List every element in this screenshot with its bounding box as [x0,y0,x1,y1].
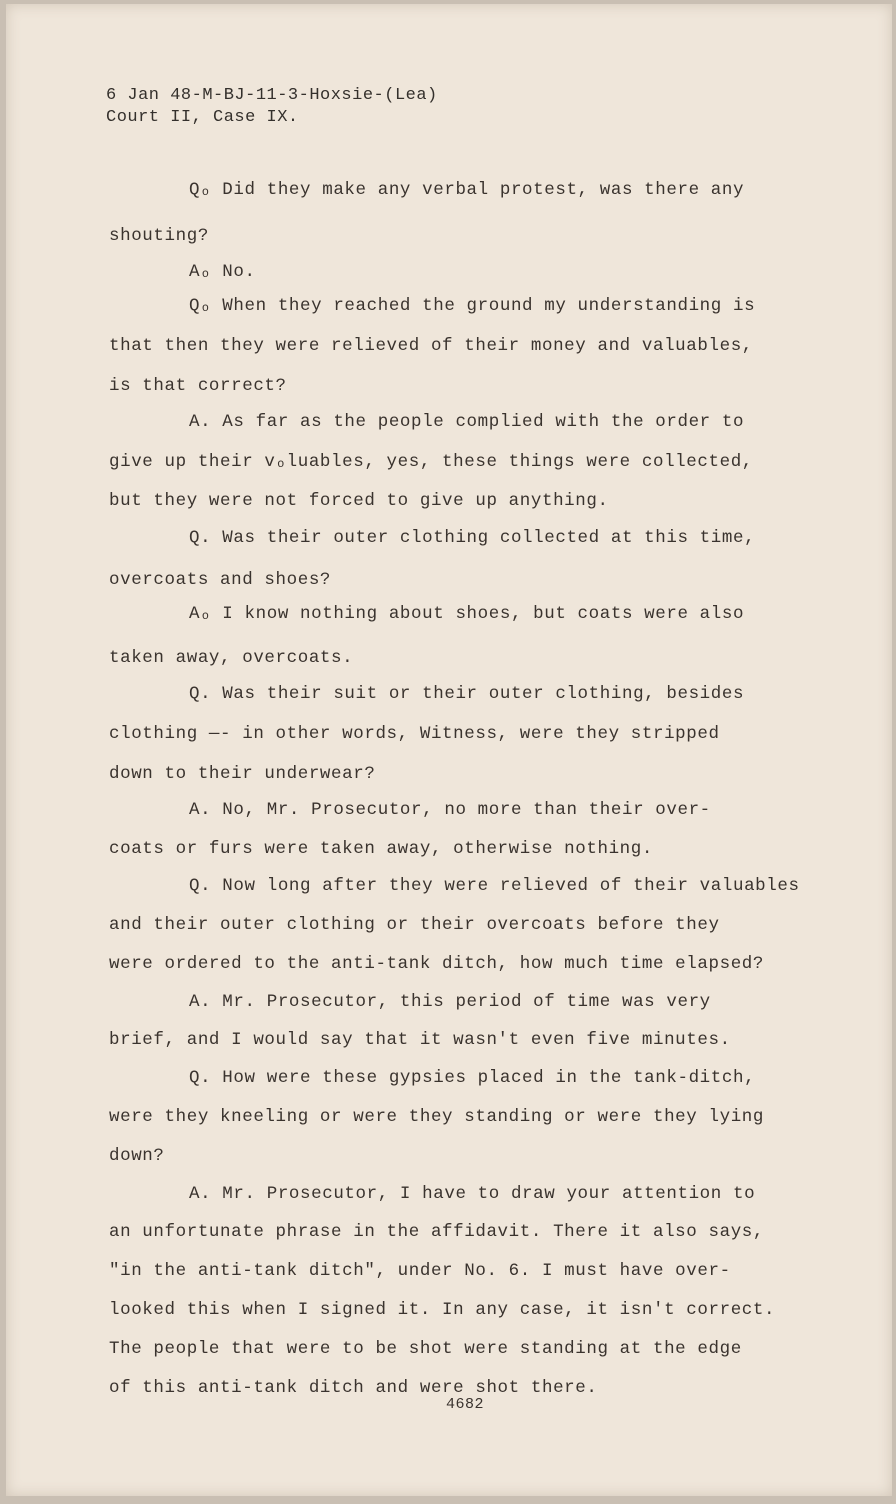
text-line: Q. Was their suit or their outer clothing, besides [189,684,745,704]
header-reference: 6 Jan 48-M-BJ-11-3-Hoxsie-(Lea) [106,86,438,105]
text-line: is that correct? [109,376,287,396]
text-line: were ordered to the anti-tank ditch, how much time elapsed? [109,954,765,974]
text-line: "in the anti-tank ditch", under No. 6. I must have over- [109,1261,731,1281]
text-line: but they were not forced to give up anything. [109,491,609,511]
text-line: Qₒ Did they make any verbal protest, was there any [189,180,745,200]
text-line: an unfortunate phrase in the affidavit. There it also says, [109,1222,765,1242]
text-line: brief, and I would say that it wasn't even five minutes. [109,1030,731,1050]
text-line: overcoats and shoes? [109,570,332,590]
text-line: Q. How were these gypsies placed in the tank-ditch, [189,1068,756,1088]
text-line: down to their underwear? [109,764,376,784]
text-line: of this anti-tank ditch and were shot there. [109,1378,598,1398]
text-line: and their outer clothing or their overcoats before they [109,915,720,935]
text-line: coats or furs were taken away, otherwise nothing. [109,839,653,859]
text-line: were they kneeling or were they standing or were they lying [109,1107,765,1127]
text-line: Q. Now long after they were relieved of their valuables [189,876,800,896]
text-line: down? [109,1146,165,1166]
text-line: Qₒ When they reached the ground my understanding is [189,296,756,316]
text-line: Q. Was their outer clothing collected at this time, [189,528,756,548]
text-line: A. Mr. Prosecutor, this period of time was very [189,992,711,1012]
text-line: The people that were to be shot were standing at the edge [109,1339,742,1359]
text-line: taken away, overcoats. [109,648,354,668]
text-line: clothing —- in other words, Witness, were they stripped [109,724,720,744]
text-line: shouting? [109,226,209,246]
text-line: A. No, Mr. Prosecutor, no more than their over- [189,800,711,820]
text-line: looked this when I signed it. In any case, it isn't correct. [109,1300,776,1320]
text-line: A. As far as the people complied with the order to [189,412,745,432]
document-page [6,4,892,1496]
text-line: Aₒ I know nothing about shoes, but coats were also [189,604,745,624]
text-line: A. Mr. Prosecutor, I have to draw your attention to [189,1184,756,1204]
text-line: that then they were relieved of their money and valuables, [109,336,753,356]
text-line: Aₒ No. [189,262,256,282]
header-court-case: Court II, Case IX. [106,108,299,127]
text-line: give up their vₒluables, yes, these things were collected, [109,452,753,472]
page-number: 4682 [446,1396,485,1413]
